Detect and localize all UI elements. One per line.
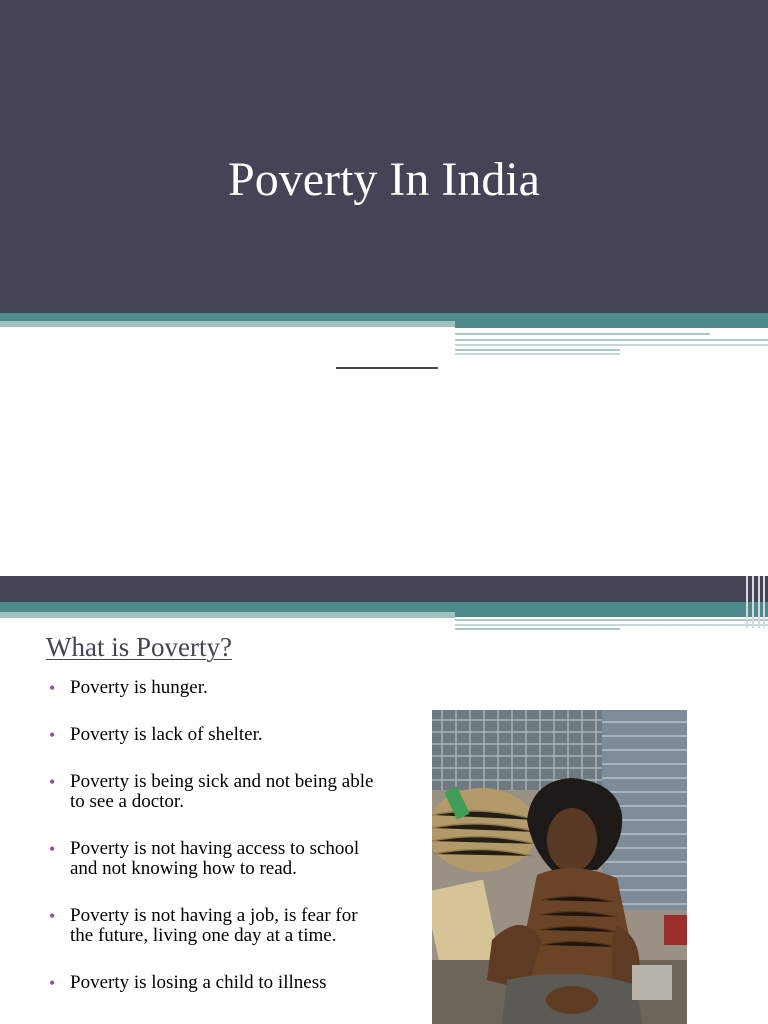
list-item-text: Poverty is losing a child to illness	[70, 972, 327, 993]
accent-stripe	[455, 349, 620, 351]
list-item-text: Poverty is hunger.	[70, 677, 208, 698]
slide-title: Poverty In India	[228, 153, 540, 206]
accent-stripe	[455, 624, 768, 626]
accent-band-light	[0, 321, 455, 327]
content-slide-header	[0, 576, 768, 602]
corner-stripe	[758, 576, 760, 628]
list-item-text: Poverty is lack of shelter.	[70, 724, 263, 745]
bullet-dot-icon: •	[49, 973, 56, 993]
corner-stripe	[746, 576, 748, 628]
poverty-photo	[432, 710, 687, 1024]
accent-band-light	[0, 612, 455, 618]
accent-stripe	[455, 344, 768, 346]
bullet-dot-icon: •	[49, 839, 56, 859]
subtitle-rule	[336, 367, 438, 369]
accent-stripe	[455, 619, 768, 621]
slide-heading: What is Poverty?	[46, 632, 232, 662]
list-item	[48, 678, 378, 698]
list-item-text: Poverty is not having a job, is fear for the future, living one day at a time.	[70, 905, 358, 946]
list-item	[48, 772, 378, 812]
bullet-dot-icon: •	[49, 772, 56, 792]
accent-band-right	[455, 313, 768, 328]
corner-stripe	[752, 576, 754, 628]
accent-stripe	[455, 353, 620, 355]
accent-stripe	[455, 628, 620, 630]
accent-stripe	[455, 333, 710, 335]
list-item-text: Poverty is being sick and not being able to see a doctor.	[70, 771, 374, 812]
content-slide	[0, 576, 768, 1024]
bullet-dot-icon: •	[49, 678, 56, 698]
bullet-list	[48, 678, 378, 1020]
title-slide-header	[0, 0, 768, 313]
bullet-dot-icon: •	[49, 725, 56, 745]
list-item	[48, 973, 378, 993]
list-item-text: Poverty is not having access to school and not knowing how to read.	[70, 838, 360, 879]
accent-band	[0, 602, 768, 612]
list-item	[48, 725, 378, 745]
corner-stripe	[763, 576, 765, 628]
bullet-dot-icon: •	[49, 906, 56, 926]
list-item	[48, 839, 378, 879]
accent-band-right	[455, 612, 768, 617]
accent-stripe	[455, 339, 768, 341]
list-item	[48, 906, 378, 946]
